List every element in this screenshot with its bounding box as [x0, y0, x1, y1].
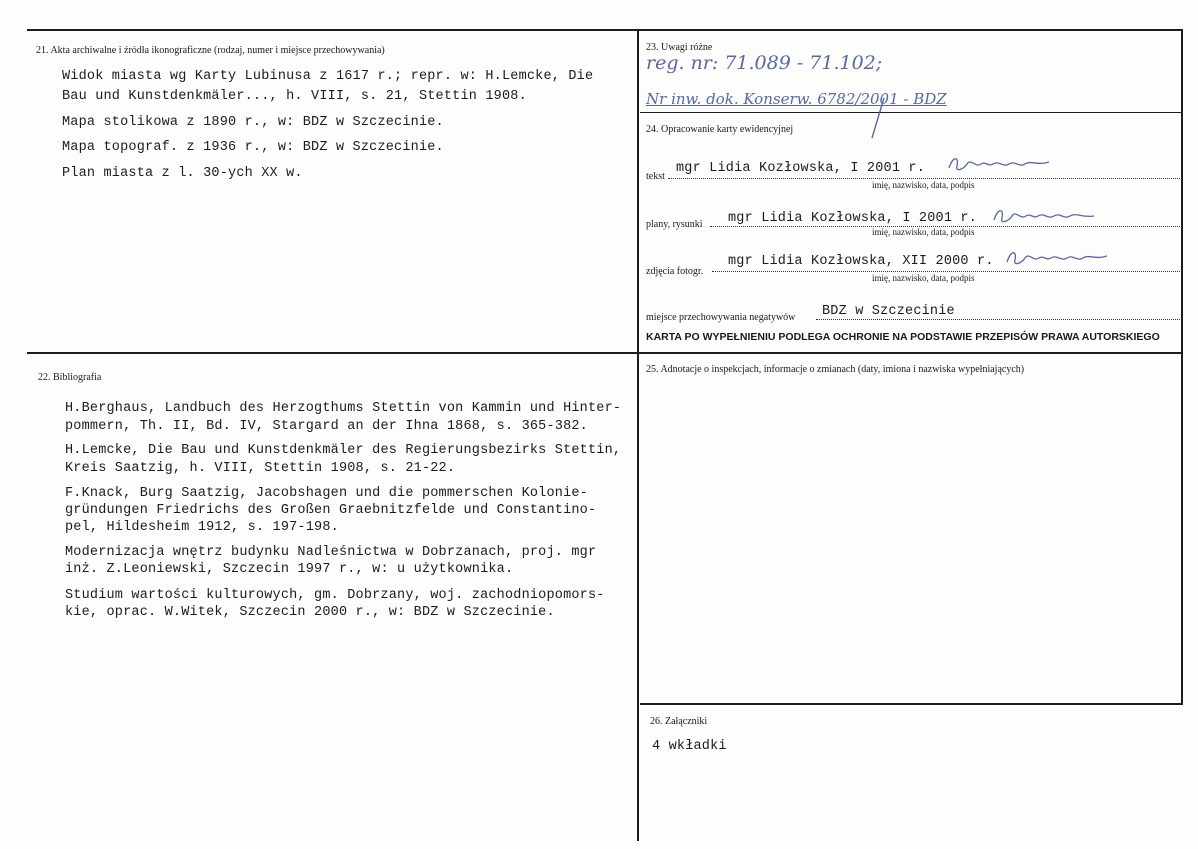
right-border	[1181, 29, 1183, 705]
section22-line: Modernizacja wnętrz budynku Nadleśnictwa w Dobrzanach, proj. mgr	[65, 545, 597, 560]
section22-line: pel, Hildesheim 1912, s. 197-198.	[65, 520, 339, 535]
section21-line: Widok miasta wg Karty Lubinusa z 1617 r.; repr. w: H.Lemcke, Die	[62, 69, 594, 84]
section23-divider	[640, 112, 1183, 113]
tekst-label: tekst	[646, 171, 665, 182]
negatywy-dotted-line	[816, 319, 1180, 320]
signature-icon	[1003, 246, 1113, 270]
tekst-value: mgr Lidia Kozłowska, I 2001 r.	[676, 161, 926, 176]
section22-line: H.Lemcke, Die Bau und Kunstdenkmäler des Regierungsbezirks Stettin,	[65, 443, 622, 458]
attachments-value: 4 wkładki	[652, 739, 727, 754]
negatywy-label: miejsce przechowywania negatywów	[646, 312, 796, 323]
tekst-caption: imię, nazwisko, data, podpis	[872, 180, 975, 190]
section24-label: 24. Opracowanie karty ewidencyjnej	[646, 124, 794, 135]
copyright-notice: KARTA PO WYPEŁNIENIU PODLEGA OCHRONIE NA PODSTAWIE PRZEPISÓW PRAWA AUTORSKIEGO	[646, 331, 1160, 343]
handwritten-inventory-number: Nr inw. dok. Konserw. 6782/2001 - BDZ	[646, 90, 947, 108]
section21-line: Mapa stolikowa z 1890 r., w: BDZ w Szczecinie.	[62, 115, 444, 130]
zdjecia-label: zdjęcia fotogr.	[646, 266, 704, 277]
section22-line: kie, oprac. W.Witek, Szczecin 2000 r., w: BDZ w Szczecinie.	[65, 605, 555, 620]
section22-line: H.Berghaus, Landbuch des Herzogthums Stettin von Kammin und Hinter-	[65, 401, 622, 416]
section23-label: 23. Uwagi różne	[646, 42, 713, 53]
plany-label: plany, rysunki	[646, 219, 703, 230]
section21-line: Bau und Kunstdenkmäler..., h. VIII, s. 21, Stettin 1908.	[62, 89, 527, 104]
section22-line: pommern, Th. II, Bd. IV, Stargard an der Ihna 1868, s. 365-382.	[65, 419, 588, 434]
section22-line: Kreis Saatzig, h. VIII, Stettin 1908, s. 21-22.	[65, 461, 456, 476]
section22-line: Studium wartości kulturowych, gm. Dobrzany, woj. zachodniopomors-	[65, 588, 605, 603]
section21-line: Plan miasta z l. 30-ych XX w.	[62, 166, 303, 181]
signature-icon	[945, 152, 1055, 176]
section26-label: 26. Załączniki	[650, 716, 708, 727]
section21-line: Mapa topograf. z 1936 r., w: BDZ w Szczecinie.	[62, 140, 444, 155]
signature-icon	[990, 204, 1100, 228]
zdjecia-value: mgr Lidia Kozłowska, XII 2000 r.	[728, 254, 994, 269]
section25-label: 25. Adnotacje o inspekcjach, informacje o zmianach (daty, imiona i nazwiska wypełniających)	[646, 364, 1025, 375]
tekst-dotted-line	[668, 178, 1180, 179]
handwritten-stroke-icon	[868, 96, 888, 140]
negatywy-value: BDZ w Szczecinie	[822, 304, 955, 319]
section22-label: 22. Bibliografia	[38, 372, 102, 383]
section21-label: 21. Akta archiwalne i źródła ikonograficzne (rodzaj, numer i miejsce przechowywania)	[36, 45, 385, 56]
plany-value: mgr Lidia Kozłowska, I 2001 r.	[728, 211, 978, 226]
center-divider	[637, 29, 639, 841]
handwritten-register-number: reg. nr: 71.089 - 71.102;	[646, 52, 883, 74]
top-border	[27, 29, 1183, 31]
section25-divider	[640, 703, 1183, 705]
section22-line: gründungen Friedrichs des Großen Graebnitzfelde und Constantino-	[65, 503, 597, 518]
section-divider-middle	[27, 352, 1183, 354]
zdjecia-dotted-line	[712, 271, 1180, 272]
section22-line: F.Knack, Burg Saatzig, Jacobshagen und die pommerschen Kolonie-	[65, 486, 588, 501]
zdjecia-caption: imię, nazwisko, data, podpis	[872, 273, 975, 283]
section22-line: inż. Z.Leoniewski, Szczecin 1997 r., w: u użytkownika.	[65, 562, 514, 577]
plany-caption: imię, nazwisko, data, podpis	[872, 227, 975, 237]
